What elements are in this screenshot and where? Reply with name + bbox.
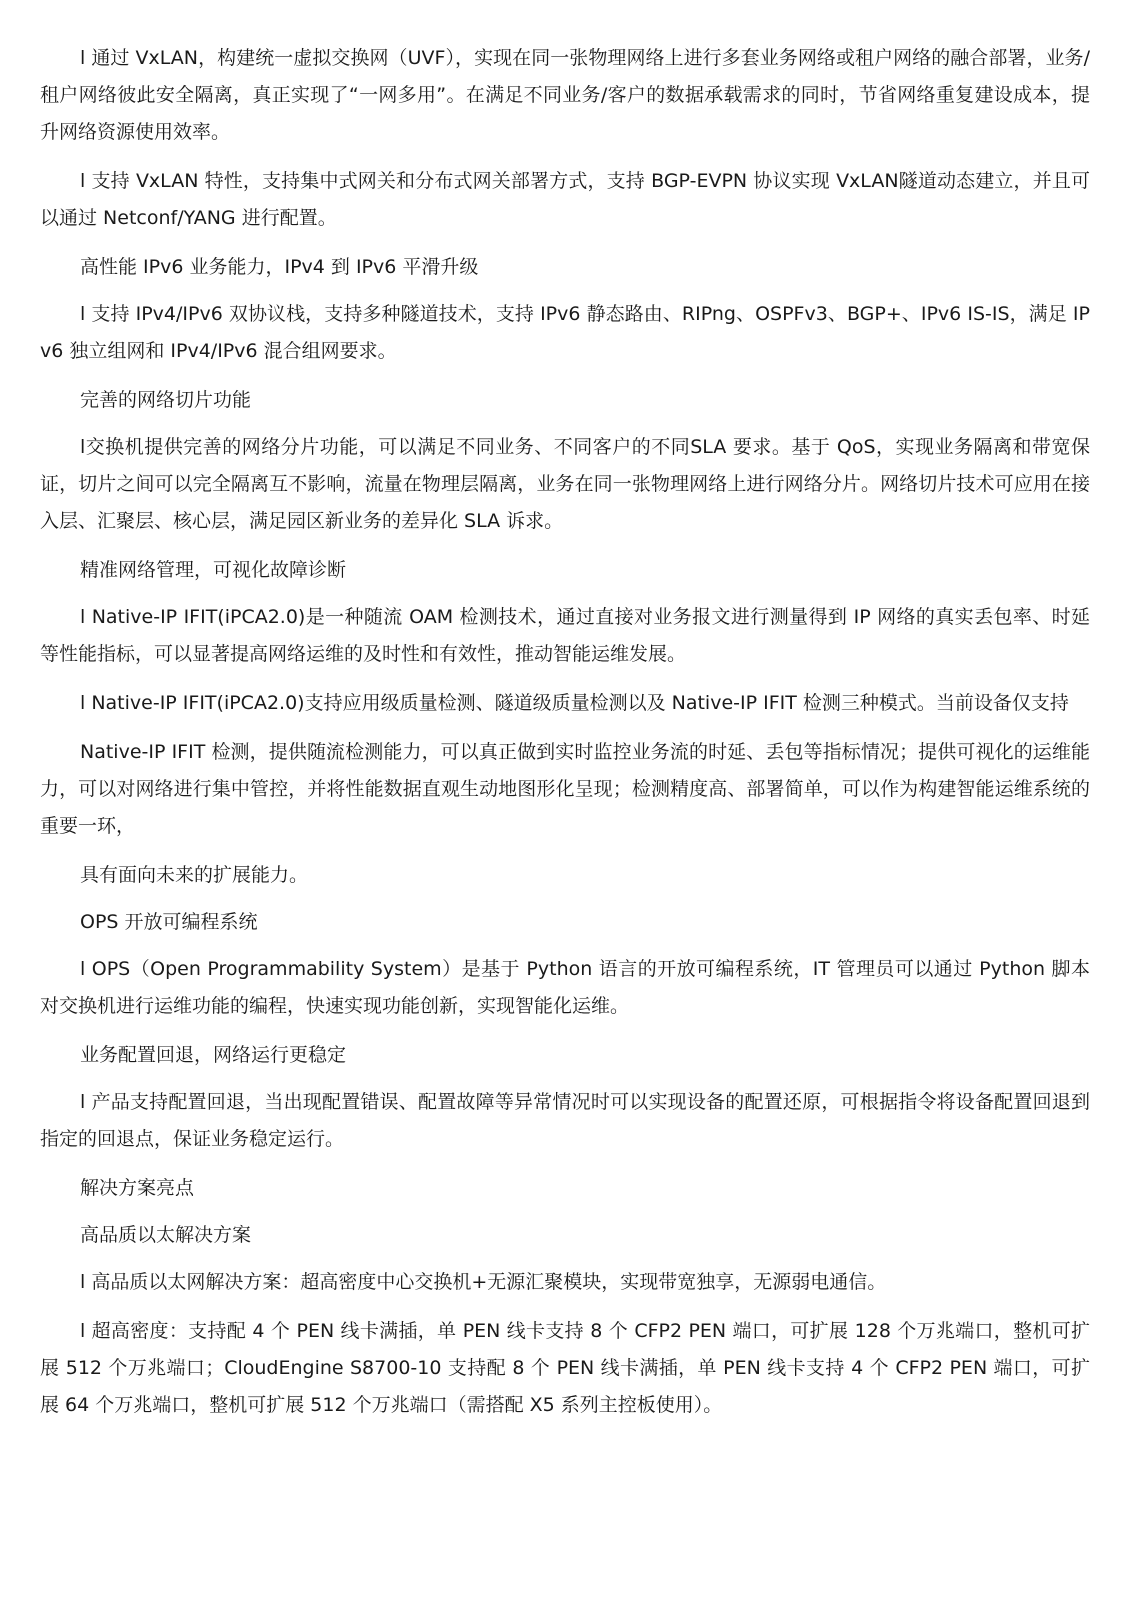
paragraph-ifit-intro: l Native-IP IFIT(iPCA2.0)是一种随流 OAM 检测技术，通过直接对业务报文进行测量得到 IP 网络的真实丢包率、时延等性能指标，可以显著提高网络运维的及时性和有效性，推动智能运维发展。 xyxy=(40,606,1090,665)
heading-network-management: 精准网络管理，可视化故障诊断 xyxy=(80,559,347,581)
paragraph-config-rollback: l 产品支持配置回退，当出现配置错误、配置故障等异常情况时可以实现设备的配置还原，可根据指令将设备配置回退到指定的回退点，保证业务稳定运行。 xyxy=(40,1091,1090,1150)
paragraph-network-slicing: l交换机提供完善的网络分片功能，可以满足不同业务、不同客户的不同SLA 要求。基于 QoS，实现业务隔离和带宽保证，切片之间可以完全隔离互不影响，流量在物理层隔离，业务在同一张物理网络上进行网络分片。网络切片技术可应用在接入层、汇聚层、核心层，满足园区新业务的差异化 SLA 诉求。 xyxy=(40,436,1090,532)
heading-solution-highlights: 解决方案亮点 xyxy=(80,1177,195,1199)
paragraph-ipv6-stack: l 支持 IPv4/IPv6 双协议栈，支持多种隧道技术，支持 IPv6 静态路由、RIPng、OSPFv3、BGP+、IPv6 IS-IS，满足 IPv6 独立组网和 IPv4/IPv6 混合组网要求。 xyxy=(40,303,1090,362)
paragraph-ultra-high-density: l 超高密度：支持配 4 个 PEN 线卡满插，单 PEN 线卡支持 8 个 CFP2 PEN 端口，可扩展 128 个万兆端口，整机可扩展 512 个万兆端口；CloudEngine S8700-10 支持配 8 个 PEN 线卡满插，单 PEN 线卡支持 4 个 CFP2 PEN 端口，可扩展 64 个万兆端口，整机可扩展 512 个万兆端口（需搭配 X5 系列主控板使用）。 xyxy=(40,1320,1090,1416)
heading-ipv6: 高性能 IPv6 业务能力，IPv4 到 IPv6 平滑升级 xyxy=(80,256,479,278)
paragraph-ops: l OPS（Open Programmability System）是基于 Python 语言的开放可编程系统，IT 管理员可以通过 Python 脚本对交换机进行运维功能的编程，快速实现功能创新，实现智能化运维。 xyxy=(40,958,1090,1017)
paragraph-ifit-modes: l Native-IP IFIT(iPCA2.0)支持应用级质量检测、隧道级质量检测以及 Native-IP IFIT 检测三种模式。当前设备仅支持 xyxy=(80,692,1069,714)
paragraph-future-expansion: 具有面向未来的扩展能力。 xyxy=(80,864,309,886)
heading-ops: OPS 开放可编程系统 xyxy=(80,911,258,933)
paragraph-uvf: l 通过 VxLAN，构建统一虚拟交换网（UVF），实现在同一张物理网络上进行多套业务网络或租户网络的融合部署，业务/租户网络彼此安全隔离，真正实现了“一网多用”。在满足不同业务/客户的数据承载需求的同时，节省网络重复建设成本，提升网络资源使用效率。 xyxy=(40,47,1090,143)
document-page xyxy=(40,40,1090,1436)
heading-network-slicing: 完善的网络切片功能 xyxy=(80,389,252,411)
heading-quality-ethernet: 高品质以太解决方案 xyxy=(80,1224,252,1246)
heading-config-rollback: 业务配置回退，网络运行更稳定 xyxy=(80,1044,347,1066)
paragraph-ifit-detection: Native-IP IFIT 检测，提供随流检测能力，可以真正做到实时监控业务流的时延、丢包等指标情况；提供可视化的运维能力，可以对网络进行集中管控，并将性能数据直观生动地图形化呈现；检测精度高、部署简单，可以作为构建智能运维系统的重要一环， xyxy=(40,741,1090,837)
paragraph-vxlan: l 支持 VxLAN 特性，支持集中式网关和分布式网关部署方式，支持 BGP-EVPN 协议实现 VxLAN隧道动态建立，并且可以通过 Netconf/YANG 进行配置。 xyxy=(40,170,1090,229)
paragraph-quality-ethernet: l 高品质以太网解决方案：超高密度中心交换机+无源汇聚模块，实现带宽独享，无源弱电通信。 xyxy=(80,1271,887,1293)
